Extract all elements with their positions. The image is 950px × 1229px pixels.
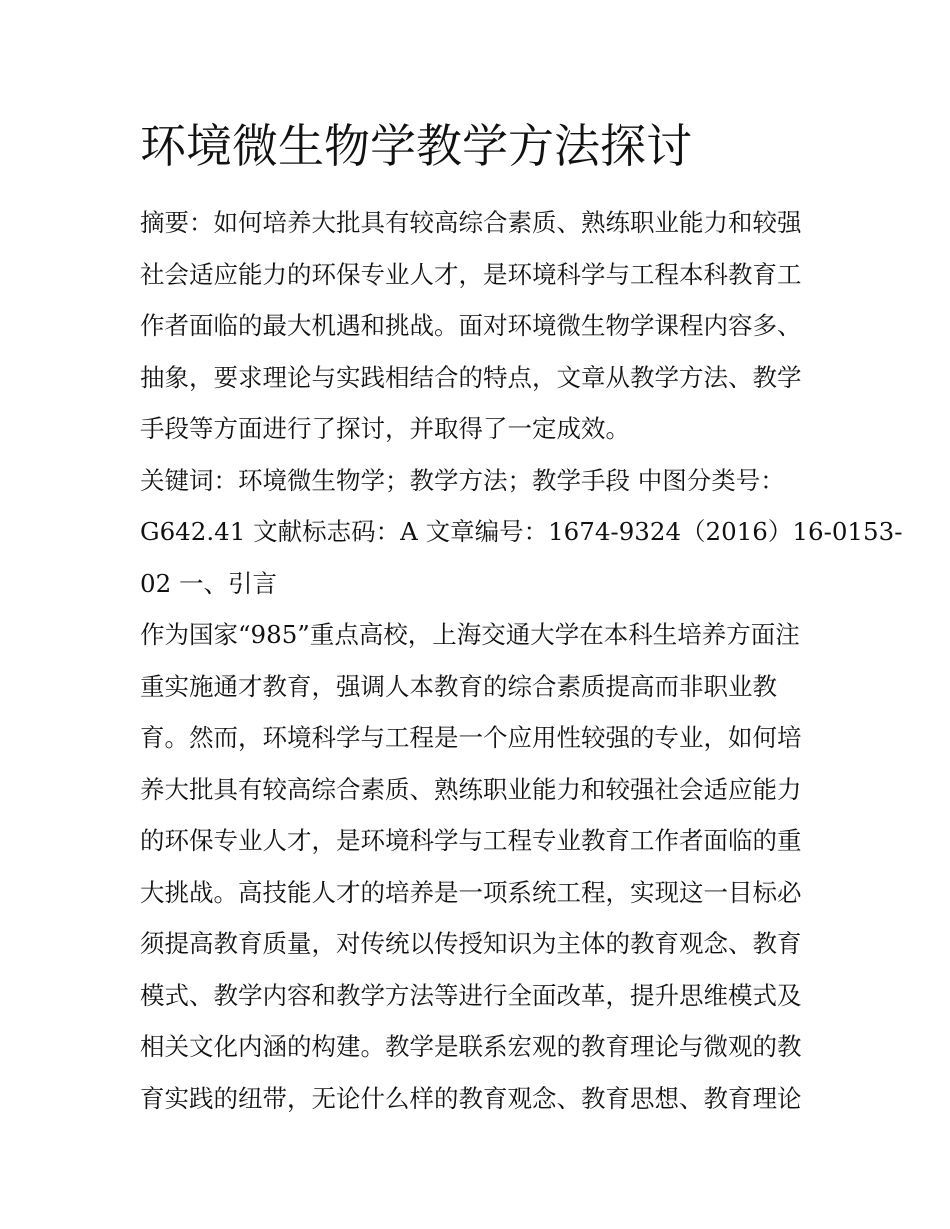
- text-line: G642.41 文献标志码：A 文章编号：1674-9324（2016）16-0153-: [140, 517, 903, 546]
- text-line: 育实践的纽带，无论什么样的教育观念、教育思想、教育理论: [140, 1083, 802, 1113]
- text-line: 作为国家“985”重点高校，上海交通大学在本科生培养方面注: [140, 620, 800, 649]
- document-title: 环境微生物学教学方法探讨: [140, 119, 692, 173]
- text-line: 手段等方面进行了探讨，并取得了一定成效。: [140, 414, 630, 443]
- text-line: 重实施通才教育，强调人本教育的综合素质提高而非职业教: [140, 671, 777, 701]
- text-line: 抽象，要求理论与实践相结合的特点，文章从教学方法、教学: [140, 362, 802, 392]
- text-line: 关键词：环境微生物学；教学方法；教学手段 中图分类号：: [140, 465, 785, 495]
- text-line: 模式、教学内容和教学方法等进行全面改革，提升思维模式及: [140, 980, 802, 1010]
- text-line: 相关文化内涵的构建。教学是联系宏观的教育理论与微观的教: [140, 1032, 802, 1061]
- text-line: 养大批具有较高综合素质、熟练职业能力和较强社会适应能力: [140, 774, 802, 804]
- text-line: 摘要：如何培养大批具有较高综合素质、熟练职业能力和较强: [140, 208, 802, 237]
- text-line: 社会适应能力的环保专业人才，是环境科学与工程本科教育工: [140, 259, 802, 289]
- text-line: 作者面临的最大机遇和挑战。面对环境微生物学课程内容多、: [140, 311, 802, 340]
- text-line: 的环保专业人才，是环境科学与工程专业教育工作者面临的重: [140, 826, 802, 855]
- text-line: 02 一、引言: [140, 568, 277, 598]
- document-body: [140, 197, 903, 1124]
- text-line: 育。然而，环境科学与工程是一个应用性较强的专业，如何培: [140, 723, 802, 752]
- text-line: 大挑战。高技能人才的培养是一项系统工程，实现这一目标必: [140, 877, 802, 907]
- text-line: 须提高教育质量，对传统以传授知识为主体的教育观念、教育: [140, 929, 802, 958]
